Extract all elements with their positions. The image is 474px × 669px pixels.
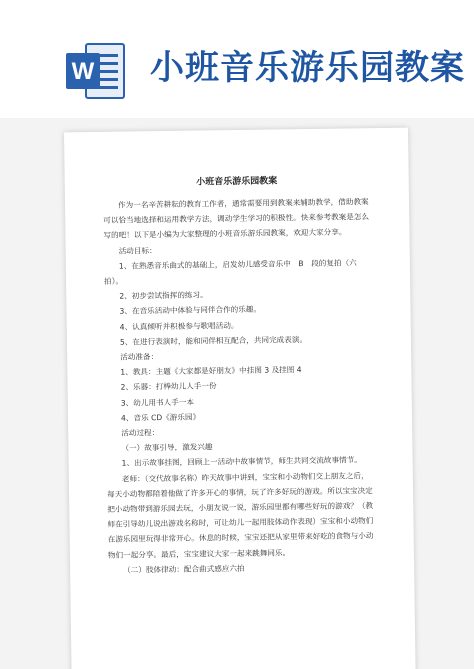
word-logo-letter: W: [71, 58, 95, 85]
document-page: [64, 128, 416, 669]
word-document-icon: [64, 40, 126, 102]
preparation-item: 4、音乐 CD《游乐园》: [120, 412, 201, 423]
paragraph-preparation-heading: 活动准备：: [120, 352, 159, 362]
preparation-item: 1、教具：主题《大家都是好朋友》中挂图 3 及挂图 4: [120, 365, 302, 377]
objective-item: 1、在熟悉音乐曲式的基础上，启发幼儿感受音乐中 B 段的复拍（六拍）。: [104, 258, 357, 286]
document-title: 小班音乐游乐园教案: [196, 176, 278, 188]
process-item: 1、出示故事挂图，回顾上一活动中故事情节，师生共同交流故事情节。: [121, 455, 362, 469]
objective-item: 5、在进行表演时，能和同伴相互配合，共同完成表演。: [119, 334, 308, 347]
banner: [0, 0, 474, 118]
document-body: [103, 194, 376, 578]
objective-item: 2、初步尝试指挥的练习。: [119, 290, 208, 301]
preparation-item: 3、幼儿用书人手一本: [120, 397, 195, 408]
intro-paragraph: 作为一名辛苦耕耘的教育工作者，通常需要用到教案来辅助教学，借助教案可以恰当地选择和运用教学方法，调动学生学习的积极性。快来参考教案是怎么写的吧！以下是小编为大家整理的小班音乐游乐园教案，欢迎大家分享。: [103, 197, 370, 241]
paragraph-objectives-heading: 活动目标：: [118, 245, 157, 256]
paragraph-process-heading: 活动过程：: [121, 428, 160, 438]
objective-item: 3、在音乐活动中体验与同伴合作的乐趣。: [119, 305, 262, 317]
banner-title: 小班音乐游乐园教案: [150, 48, 465, 88]
objective-item: 4、认真倾听并积极参与歌唱活动。: [119, 320, 239, 332]
process-step-heading: （二）肢体律动：配合曲式感应六拍: [123, 563, 245, 575]
teacher-dialogue: 老师：（交代故事名称）昨天故事中讲到，宝宝和小动物们交上朋友之后，每天小动物都陪着他做了许多开心的事情，玩了许多好玩的游戏。所以宝宝决定把小动物带到游乐园去玩，小朋友说一说，游乐园里都有哪些好玩的游戏？（教师在引导幼儿说出游戏名称时，可让幼儿一起用肢体动作表现）宝宝和小动物们在游乐园里玩得非常开心。休息的时候，宝宝还把从家里带来好吃的食物与小动物们一起分享。最后，宝宝建议大家一起来跳舞同乐。: [107, 470, 374, 560]
preparation-item: 2、乐器：打棒幼儿人手一份: [120, 381, 217, 393]
document-preview: [0, 118, 474, 669]
process-step-heading: （一）故事引导，激发兴趣: [121, 442, 213, 453]
